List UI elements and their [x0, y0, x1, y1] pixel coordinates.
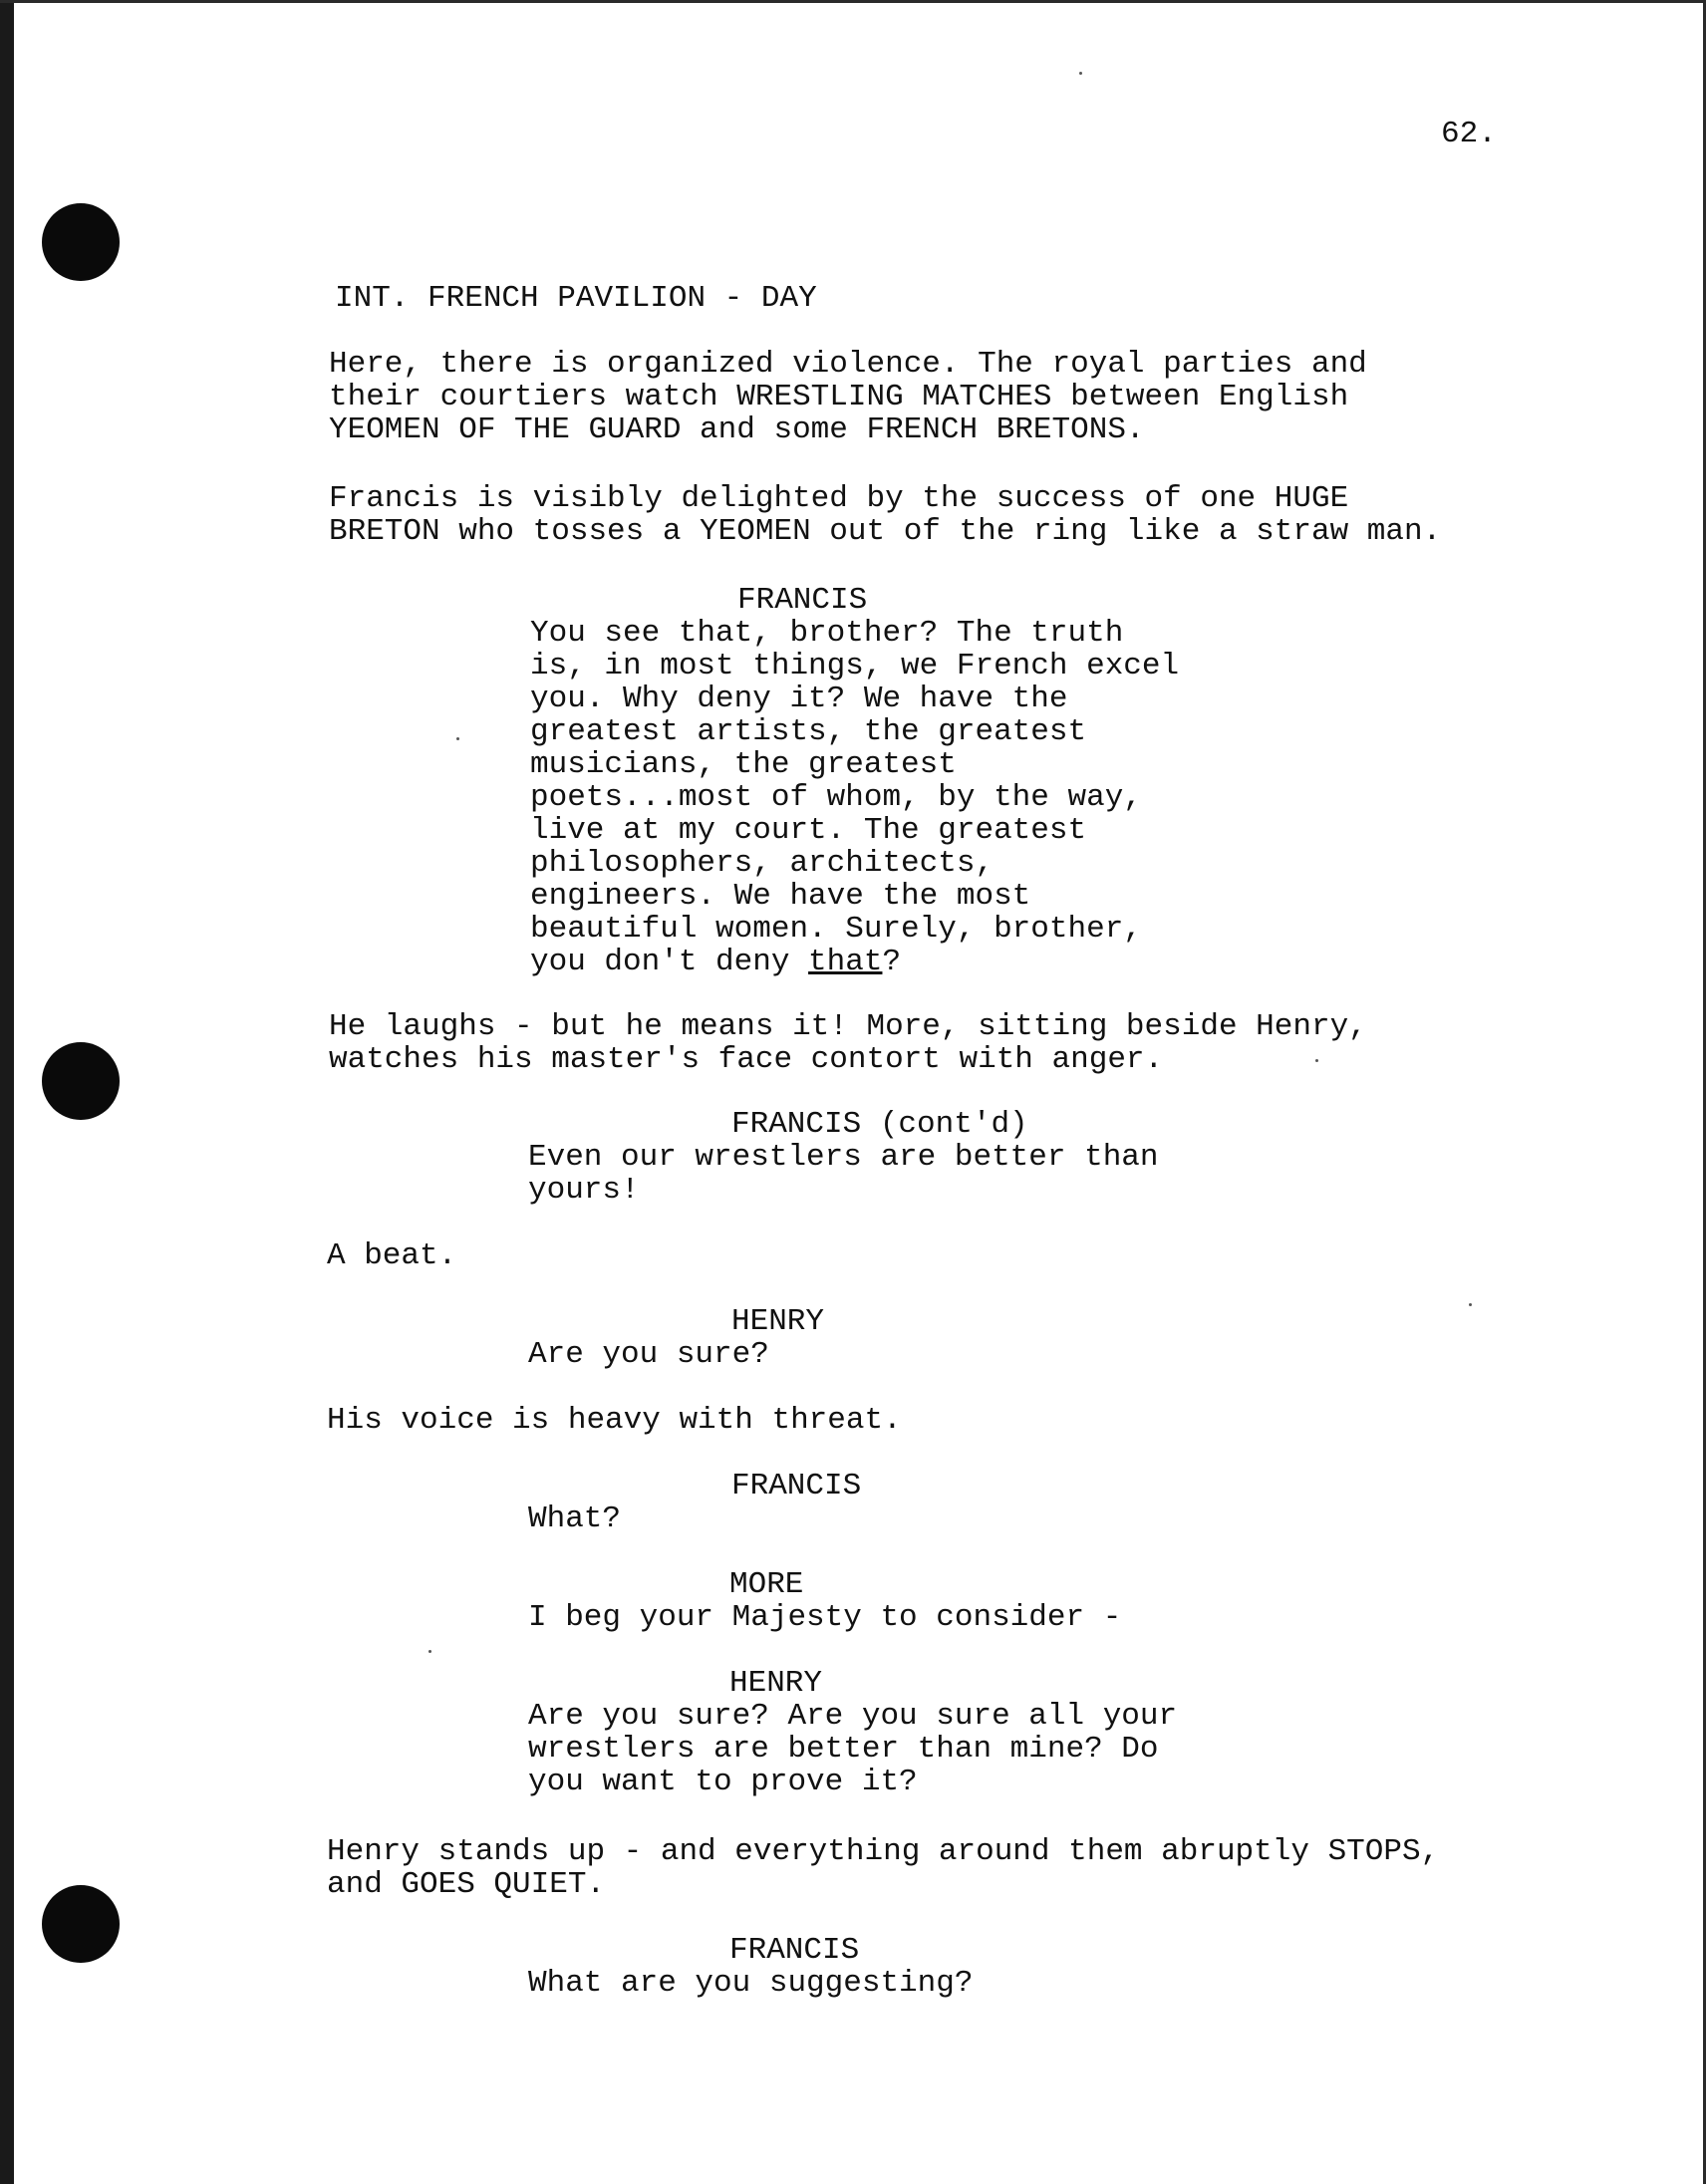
dialogue-line: Are you sure?: [528, 1337, 769, 1372]
punch-hole-middle: [42, 1042, 120, 1120]
action-line: YEOMEN OF THE GUARD and some FRENCH BRETONS.: [329, 412, 1145, 447]
scan-speck: [1079, 72, 1082, 75]
dialogue-line: musicians, the greatest: [530, 747, 957, 782]
dialogue-text: ?: [882, 945, 902, 979]
dialogue-line: Are you sure? Are you sure all your: [528, 1699, 1178, 1734]
dialogue-line: What are you suggesting?: [528, 1966, 974, 2001]
character-name: FRANCIS: [737, 583, 868, 618]
dialogue-line: you. Why deny it? We have the: [530, 682, 1068, 716]
dialogue-line: Even our wrestlers are better than: [528, 1140, 1159, 1175]
action-line: Here, there is organized violence. The royal parties and: [329, 347, 1367, 382]
dialogue-line-last: [530, 946, 901, 978]
scan-speck: [1315, 1059, 1318, 1062]
scene-heading: INT. FRENCH PAVILION - DAY: [335, 281, 817, 316]
dialogue-line: beautiful women. Surely, brother,: [530, 912, 1142, 947]
punch-hole-bottom: [42, 1885, 120, 1963]
scan-speck: [1469, 1303, 1472, 1306]
dialogue-line: I beg your Majesty to consider -: [528, 1600, 1122, 1635]
dialogue-text: you don't deny: [530, 945, 809, 979]
scan-speck: [456, 737, 459, 740]
dialogue-line: poets...most of whom, by the way,: [530, 780, 1142, 815]
action-line: and GOES QUIET.: [327, 1867, 606, 1902]
dialogue-line: greatest artists, the greatest: [530, 714, 1087, 749]
dialogue-line: What?: [528, 1502, 622, 1536]
action-line: His voice is heavy with threat.: [327, 1403, 902, 1438]
character-name: FRANCIS: [729, 1933, 860, 1968]
scan-edge-top: [0, 0, 1706, 3]
page-number: 62.: [1441, 117, 1497, 151]
dialogue-line: wrestlers are better than mine? Do: [528, 1732, 1159, 1767]
character-name: FRANCIS (cont'd): [731, 1107, 1028, 1142]
character-name: HENRY: [729, 1666, 823, 1701]
action-line: He laughs - but he means it! More, sitting beside Henry,: [329, 1009, 1367, 1044]
character-name: FRANCIS: [731, 1469, 862, 1503]
dialogue-line: philosophers, architects,: [530, 846, 995, 881]
action-line: Francis is visibly delighted by the success of one HUGE: [329, 481, 1349, 516]
action-line: BRETON who tosses a YEOMEN out of the ring like a straw man.: [329, 514, 1442, 549]
dialogue-line: yours!: [528, 1173, 640, 1208]
character-name: MORE: [729, 1567, 804, 1602]
dialogue-line: You see that, brother? The truth: [530, 616, 1124, 651]
scan-speck: [428, 1650, 431, 1653]
action-line: watches his master's face contort with anger.: [329, 1042, 1164, 1077]
dialogue-line: is, in most things, we French excel: [530, 649, 1180, 683]
punch-hole-top: [42, 203, 120, 281]
emphasized-word: that: [808, 945, 883, 979]
character-name: HENRY: [731, 1304, 825, 1339]
action-line: A beat.: [327, 1238, 457, 1273]
dialogue-line: live at my court. The greatest: [530, 813, 1087, 848]
dialogue-line: engineers. We have the most: [530, 879, 1031, 914]
action-line: Henry stands up - and everything around them abruptly STOPS,: [327, 1834, 1440, 1869]
action-line: their courtiers watch WRESTLING MATCHES between English: [329, 380, 1349, 414]
scan-edge-left: [0, 0, 14, 2184]
dialogue-line: you want to prove it?: [528, 1765, 918, 1799]
